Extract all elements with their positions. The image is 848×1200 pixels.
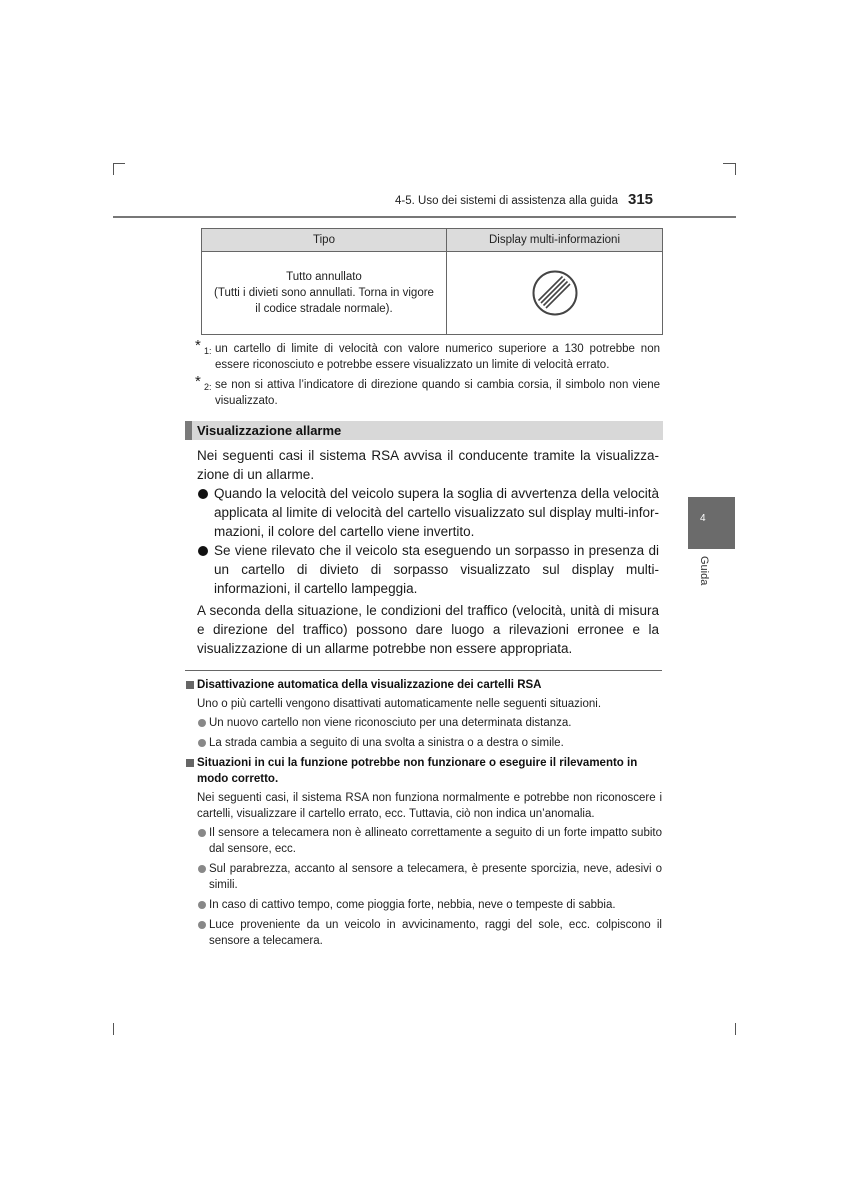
list-item-text: In caso di cattivo tempo, come pioggia forte, nebbia, neve o tempeste di sabbia.: [209, 899, 616, 911]
list-item-text: La strada cambia a seguito di una svolta a sinistra o a destra o simile.: [209, 737, 564, 749]
list-item: [197, 861, 662, 893]
header-rule: [113, 216, 736, 218]
note-heading-text: Disattivazione automatica della visualizzazione dei cartelli RSA: [197, 679, 542, 691]
list-item-text: Il sensore a telecamera non è allineato correttamente a seguito di un forte impatto subito dal sensore, ecc.: [209, 827, 662, 855]
list-item-text: Luce proveniente da un veicolo in avvicinamento, raggi del sole, ecc. colpiscono il sensore a telecamera.: [209, 919, 662, 947]
section-intro: Nei seguenti casi il sistema RSA avvisa il conducente tramite la visualizzazione di un allarme.: [197, 448, 659, 482]
bullet-icon: [198, 829, 206, 837]
crop-mark-bottom-right-v: [735, 1023, 736, 1035]
end-of-all-restrictions-sign-icon: [531, 269, 579, 317]
footnote: [195, 373, 660, 409]
footnote: [195, 337, 660, 373]
table-row: [202, 252, 663, 335]
footnote-number: 1:: [204, 346, 212, 356]
bullet-icon: [198, 719, 206, 727]
bullet-icon: [198, 489, 208, 499]
bullet-icon: [198, 739, 206, 747]
footnote-mark: *: [195, 373, 201, 390]
list-item: [197, 735, 662, 751]
list-item-text: Sul parabrezza, accanto al sensore a telecamera, è presente sporcizia, neve, adesivi o simili.: [209, 863, 662, 891]
note-heading: [186, 755, 664, 787]
footnote-mark: *: [195, 337, 201, 354]
list-item: [197, 484, 659, 541]
section-outro: A seconda della situazione, le condizioni del traffico (velocità, unità di misura e direzione del traffico) possono dare luogo a rilevazioni erronee e la visualizzazione di un allarme potrebbe non essere appropriata.: [197, 603, 659, 656]
type-line: il codice stradale normale).: [255, 303, 393, 315]
crop-mark-top-left-v: [113, 163, 114, 175]
crop-mark-bottom-left-v: [113, 1023, 114, 1035]
crop-mark-top-right-v: [735, 163, 736, 175]
column-header-display: Display multi-informazioni: [447, 229, 663, 252]
chapter-number: 4: [700, 513, 706, 524]
bullet-icon: [198, 901, 206, 909]
sign-table: [201, 228, 663, 335]
list-item-text: Un nuovo cartello non viene riconosciuto per una determinata distanza.: [209, 717, 572, 729]
note-heading-text: Situazioni in cui la funzione potrebbe non funzionare o eseguire il rilevamento in modo corretto.: [197, 757, 638, 785]
list-item-text: Se viene rilevato che il veicolo sta eseguendo un sorpasso in presenza di un cartello di divieto di sorpasso visualizzato sul display multi-informazioni, il cartello lampeggia.: [214, 543, 659, 596]
type-line: (Tutti i divieti sono annullati. Torna in vigore: [214, 287, 434, 299]
list-item: [197, 715, 662, 731]
bullet-icon: [198, 921, 206, 929]
note-intro: Nei seguenti casi, il sistema RSA non funziona normalmente e potrebbe non riconoscere i cartelli, visualizzare il cartello errato, ecc. Tuttavia, ciò non indica un’anomalia.: [197, 792, 662, 820]
column-header-type: Tipo: [202, 229, 447, 252]
footnote-text: un cartello di limite di velocità con valore numerico superiore a 130 potrebbe non essere riconosciuto e potrebbe essere visualizzato un limite di velocità errato.: [215, 343, 660, 371]
square-bullet-icon: [186, 759, 194, 767]
chapter-label: Guida: [698, 556, 710, 586]
section-title: Visualizzazione allarme: [197, 423, 342, 438]
chapter-tab: [688, 497, 735, 549]
bullet-icon: [198, 546, 208, 556]
square-bullet-icon: [186, 681, 194, 689]
list-item: [197, 825, 662, 857]
list-item: [197, 917, 662, 949]
crop-mark-top-right-h: [723, 163, 735, 164]
bullet-icon: [198, 865, 206, 873]
section-title-bar: [185, 421, 663, 440]
note-heading: [186, 677, 664, 693]
note-intro: Uno o più cartelli vengono disattivati automaticamente nelle seguenti situazioni.: [197, 698, 602, 710]
type-line: Tutto annullato: [286, 271, 362, 283]
footnote-number: 2:: [204, 382, 212, 392]
list-item: [197, 897, 662, 913]
type-cell: [202, 252, 447, 335]
list-item-text: Quando la velocità del veicolo supera la soglia di avvertenza della velocità applicata al limite di velocità del cartello visualizzato sul display multi-informazioni, il colore del cartello viene invertito.: [214, 486, 659, 539]
footnote-text: se non si attiva l’indicatore di direzione quando si cambia corsia, il simbolo non viene visualizzato.: [215, 379, 660, 407]
table-header-row: [202, 229, 663, 252]
list-item: [197, 541, 659, 598]
crop-mark-top-left-h: [113, 163, 125, 164]
divider: [185, 670, 662, 671]
page-number: 315: [628, 191, 654, 208]
display-cell: [447, 252, 663, 335]
section-header: 4-5. Uso dei sistemi di assistenza alla guida: [395, 195, 619, 207]
